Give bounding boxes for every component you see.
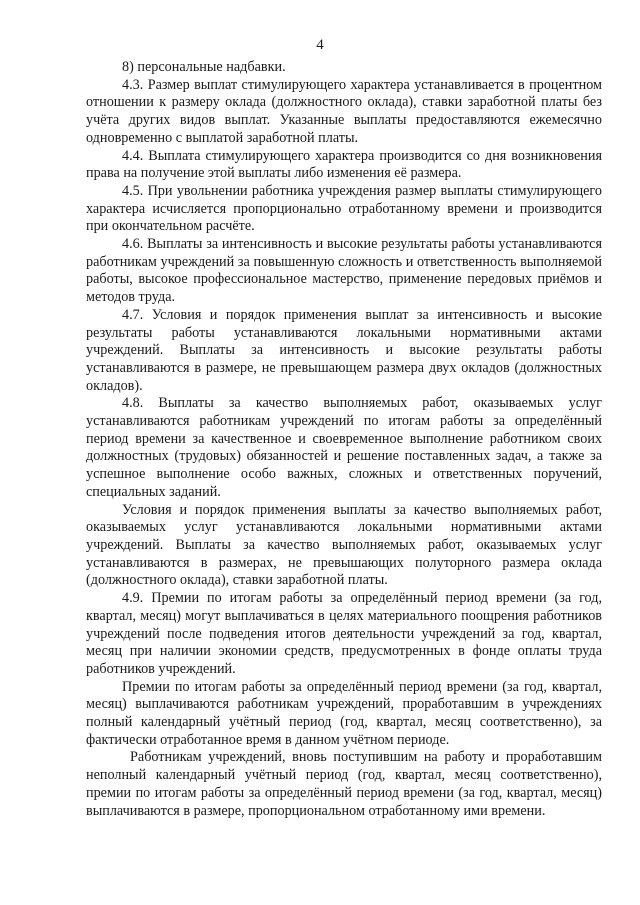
document-body: [86, 59, 602, 820]
paragraph-4-9-partial-period: Работникам учреждений, вновь поступившим на работу и проработавшим неполный календарный учётный период (год, квартал, месяц соответственно), премии по итогам работы за определённый период времени (за год, квартал, месяц) выплачиваются в размере, пропорциональном отработанному ими времени.: [86, 749, 602, 819]
paragraph-4-3: 4.3. Размер выплат стимулирующего характера устанавливается в процентном отношении к размеру оклада (должностного оклада), ставки заработной платы без учёта других видов выплат. Указанные выплаты предоставляются ежемесячно одновременно с выплатой заработной платы.: [86, 76, 602, 146]
paragraph-4-5: 4.5. При увольнении работника учреждения размер выплаты стимулирующего характера исчисляется пропорционально отработанному времени и производится при окончательном расчёте.: [86, 182, 602, 235]
paragraph-4-6: 4.6. Выплаты за интенсивность и высокие результаты работы устанавливаются работникам учреждений за повышенную сложность и ответственность выполняемой работы, высокое профессиональное мастерство, применение передовых приёмов и методов труда.: [86, 236, 602, 306]
paragraph-4-7: 4.7. Условия и порядок применения выплат за интенсивность и высокие результаты работы устанавливаются локальными нормативными актами учреждений. Выплаты за интенсивность и высокие результаты работы устанавливаются в размере, не превышающем размера двух окладов (должностных окладов).: [86, 306, 602, 394]
paragraph-4-8: 4.8. Выплаты за качество выполняемых работ, оказываемых услуг устанавливаются работникам учреждений по итогам работы за определённый период времени за качественное и своевременное выполнение работником своих должностных (трудовых) обязанностей и решение поставленных задач, а также за успешное выполнение особо важных, сложных и ответственных поручений, специальных заданий.: [86, 395, 602, 500]
paragraph-4-9-full-period: Премии по итогам работы за определённый период времени (за год, квартал, месяц) выплачиваются работникам учреждений, проработавшим в учреждениях полный календарный учётный период (год, квартал, месяц соответственно), за фактически отработанное время в данном учётном периоде.: [86, 678, 602, 748]
page-number: 4: [316, 37, 324, 53]
paragraph-4-4: 4.4. Выплата стимулирующего характера производится со дня возникновения права на получение этой выплаты либо изменения её размера.: [86, 147, 602, 182]
paragraph-8-personal-bonuses: 8) персональные надбавки.: [122, 59, 286, 75]
paragraph-4-8-conditions: Условия и порядок применения выплаты за качество выполняемых работ, оказываемых услуг устанавливаются локальными нормативными актами учреждений. Выплаты за качество выполняемых работ, оказываемых услуг устанавливаются в размерах, не превышающих полуторного размера оклада (должностного оклада), ставки заработной платы.: [86, 501, 602, 589]
paragraph-4-9: 4.9. Премии по итогам работы за определённый период времени (за год, квартал, месяц) могут выплачиваться в целях материального поощрения работников учреждений после подведения итогов деятельности учреждений за год, квартал, месяц при наличии экономии средств, предусмотренных в фонде оплаты труда работников учреждений.: [86, 590, 602, 677]
